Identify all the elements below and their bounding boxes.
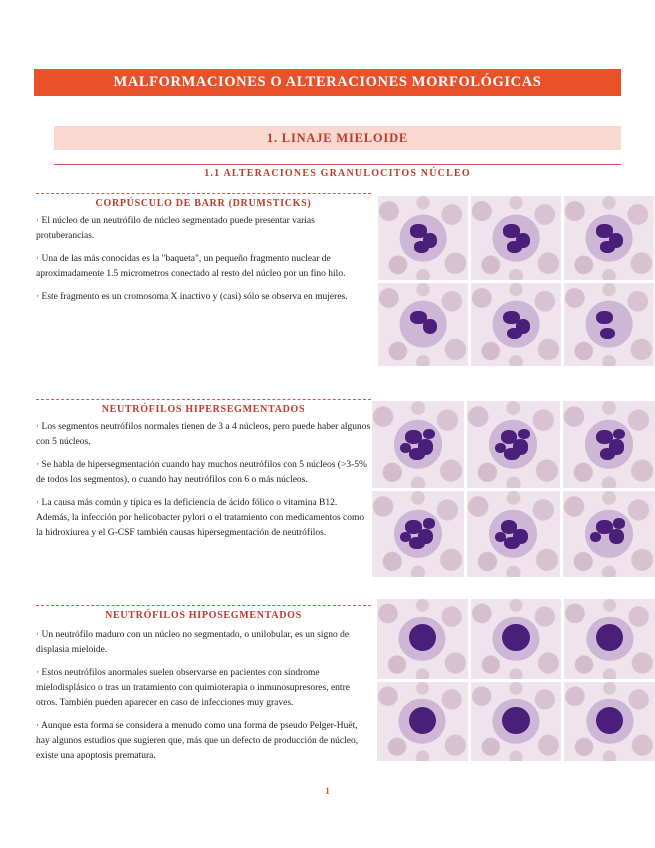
page-number: 1 (325, 786, 330, 796)
paragraph: · Los segmentos neutrófilos normales tienen de 3 a 4 núcleos, pero puede haber algunos con 5 núcleos. (36, 422, 371, 447)
block-divider (36, 605, 371, 606)
image-grid-hypo (377, 599, 655, 761)
micrograph (563, 401, 655, 488)
image-grid-barr (378, 196, 654, 366)
block-text-hypo (36, 628, 371, 772)
block-title-barr: CORPÚSCULO DE BARR (DRUMSTICKS) (95, 198, 312, 209)
block-text-hyper (36, 420, 371, 549)
micrograph (564, 599, 655, 679)
paragraph: · Se habla de hipersegmentación cuando hay muchos neutrófilos con 5 núcleos (>3-5% de todos los segmentos), o cuando hay neutrófilos con 6 o más núcleos. (36, 460, 367, 485)
block-text-barr (36, 214, 371, 313)
block-title-hypo: NEUTRÓFILOS HIPOSEGMENTADOS (105, 610, 302, 621)
section-heading: 1. LINAJE MIELOIDE (54, 126, 621, 150)
block-divider (36, 399, 371, 400)
paragraph: · Una de las más conocidas es la "baqueta", un pequeño fragmento nuclear de aproximadamente 1.5 micrometros conectado al resto del núcleo por un fino hilo. (36, 254, 346, 279)
micrograph (377, 599, 468, 679)
subsection-heading: 1.1 ALTERACIONES GRANULOCITOS NÚCLEO (204, 168, 471, 179)
micrograph (467, 401, 559, 488)
micrograph (471, 196, 561, 280)
micrograph (467, 491, 559, 578)
micrograph (564, 196, 654, 280)
paragraph: · Un neutrófilo maduro con un núcleo no segmentado, o unilobular, es un signo de displasia mieloide. (36, 630, 350, 655)
micrograph (372, 491, 464, 578)
paragraph: · El núcleo de un neutrófilo de núcleo segmentado puede presentar varias protuberancias. (36, 216, 315, 241)
paragraph: · Aunque esta forma se considera a menudo como una forma de pseudo Pelger-Huët, hay algunos estudios que sugieren que, más que un defecto de producción de núcleo, existe una apoptosis prematura. (36, 721, 359, 761)
micrograph (372, 401, 464, 488)
block-divider (36, 193, 371, 194)
paragraph: · Este fragmento es un cromosoma X inactivo y (casi) sólo se observa en mujeres. (36, 292, 348, 302)
image-grid-hyper (372, 401, 655, 577)
document-title-banner: MALFORMACIONES O ALTERACIONES MORFOLÓGICAS (34, 69, 621, 96)
micrograph (564, 283, 654, 367)
paragraph: · Estos neutrófilos anormales suelen observarse en pacientes con síndrome mielodisplásico o tras un tratamiento con quimioterapia o inmunosupresores, entre otros. También pueden aparecer en caso de infecciones muy graves. (36, 668, 350, 708)
micrograph (471, 682, 562, 762)
section-divider (54, 164, 621, 165)
micrograph (563, 491, 655, 578)
block-title-hyper: NEUTRÓFILOS HIPERSEGMENTADOS (101, 404, 306, 415)
micrograph (471, 283, 561, 367)
micrograph (377, 682, 468, 762)
paragraph: · La causa más común y típica es la deficiencia de ácido fólico o vitamina B12. Además, la infección por helicobacter pylori o el tratamiento con medicamentos como la hidroxiurea y el G-CSF también causas hipersegmentación de neutrófilos. (36, 498, 365, 538)
micrograph (564, 682, 655, 762)
micrograph (378, 283, 468, 367)
micrograph (471, 599, 562, 679)
micrograph (378, 196, 468, 280)
